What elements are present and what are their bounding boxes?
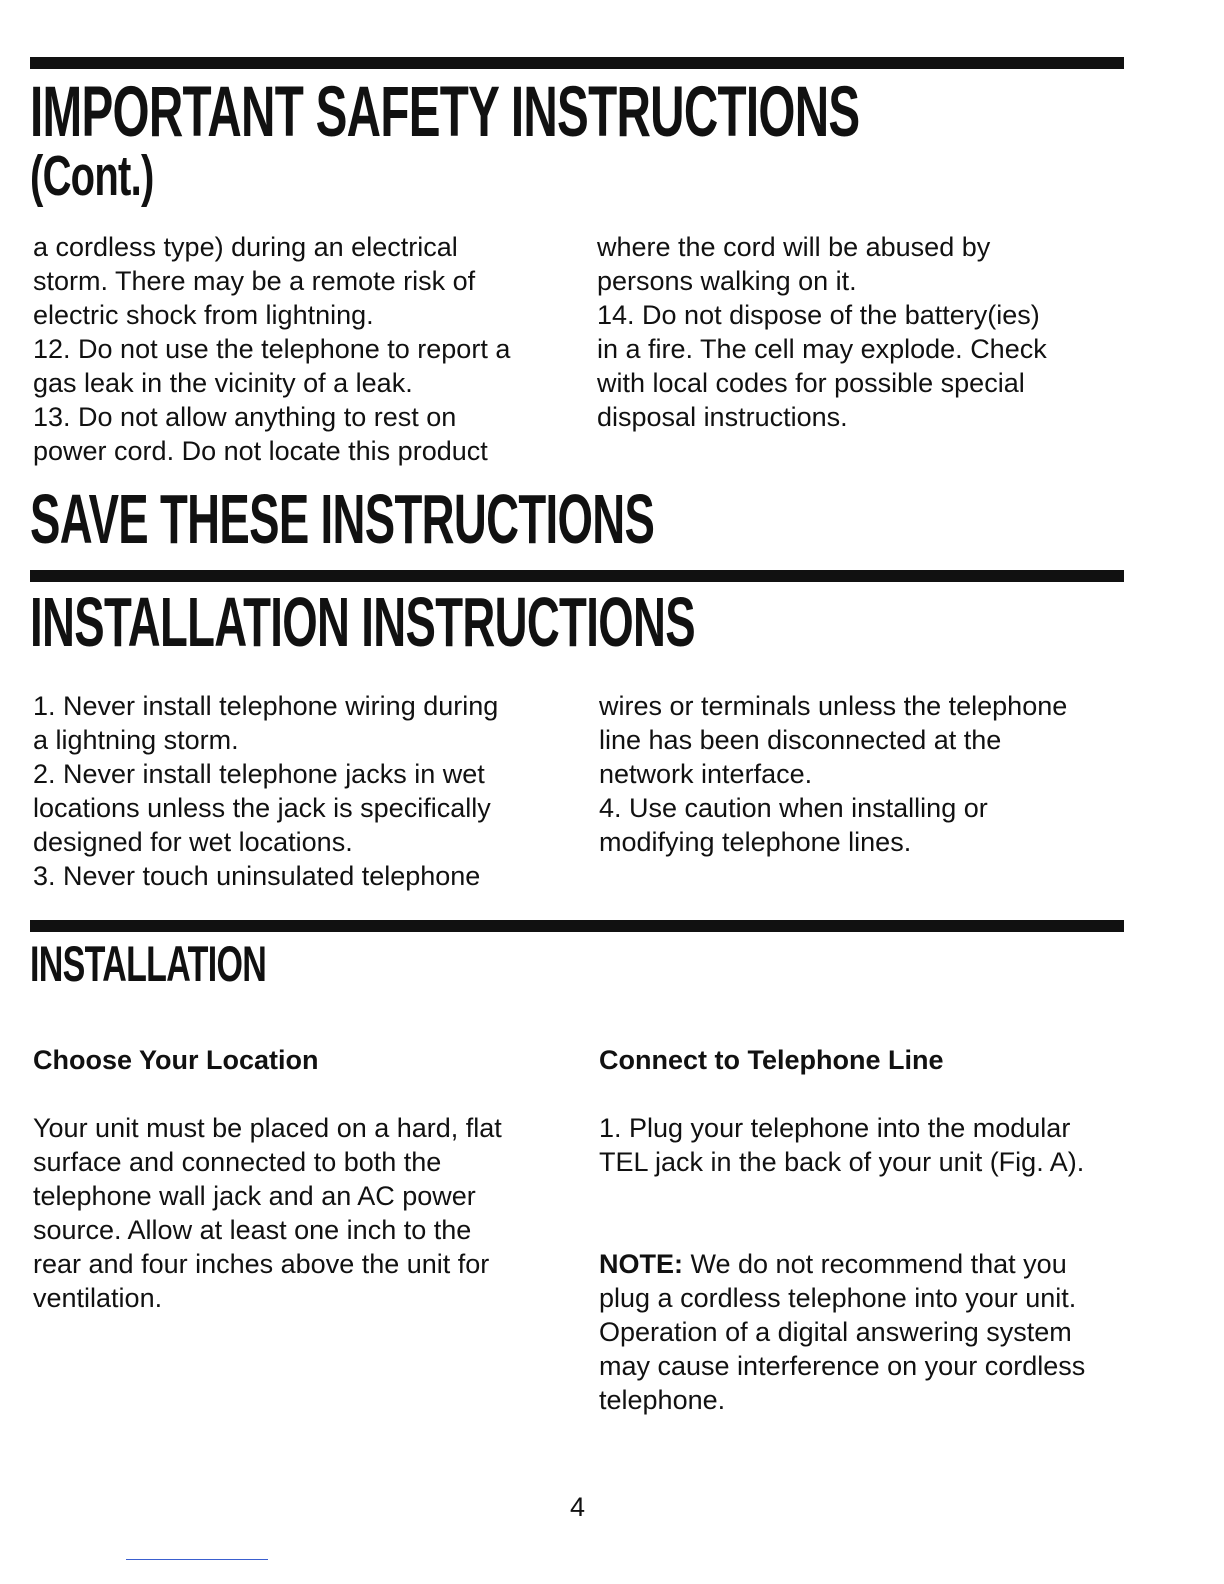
- connect-heading: Connect to Telephone Line: [599, 1045, 944, 1075]
- location-heading: Choose Your Location: [33, 1045, 319, 1075]
- top-rule: [30, 57, 1124, 69]
- safety-right-column: where the cord will be abused by persons walking on it. 14. Do not dispose of the battery(ies) in a fire. The cell may explode. Check with local codes for possible special disposal instructions.: [597, 232, 1047, 432]
- connect-text: 1. Plug your telephone into the modular TEL jack in the back of your unit (Fig. A).: [599, 1113, 1085, 1177]
- installation-instructions-right-column: wires or terminals unless the telephone line has been disconnected at the network interface. 4. Use caution when installing or modifying telephone lines.: [599, 691, 1068, 857]
- note-paragraph: [599, 1247, 1189, 1417]
- safety-left-column: a cordless type) during an electrical storm. There may be a remote risk of electric shock from lightning. 12. Do not use the telephone to report a gas leak in the vicinity of a leak. 13. Do not allow anything to rest on power cord. Do not locate this product: [33, 232, 511, 466]
- installation-instructions-left-column: 1. Never install telephone wiring during a lightning storm. 2. Never install telephone jacks in wet locations unless the jack is specifically designed for wet locations. 3. Never touch uninsulated telephone: [33, 691, 499, 891]
- save-instructions-heading: SAVE THESE INSTRUCTIONS: [30, 480, 655, 559]
- installation-instructions-rule: [30, 570, 1124, 582]
- note-text: We do not recommend that you plug a cordless telephone into your unit. Operation of a digital answering system may cause interference on your cordless telephone.: [599, 1249, 1086, 1415]
- note-label: NOTE:: [599, 1249, 683, 1279]
- page-number: 4: [570, 1492, 586, 1522]
- footer-line: [126, 1559, 268, 1560]
- installation-title: INSTALLATION: [30, 936, 267, 992]
- connect-section: [599, 1009, 1189, 1451]
- location-text: Your unit must be placed on a hard, flat surface and connected to both the telephone wall jack and an AC power source. Allow at least one inch to the rear and four inches above the unit for ventilation.: [33, 1113, 502, 1313]
- installation-rule: [30, 920, 1124, 932]
- safety-title: IMPORTANT SAFETY INSTRUCTIONS: [30, 71, 860, 152]
- safety-subtitle: (Cont.): [30, 144, 154, 208]
- location-section: [33, 1009, 593, 1349]
- installation-instructions-title: INSTALLATION INSTRUCTIONS: [30, 583, 695, 662]
